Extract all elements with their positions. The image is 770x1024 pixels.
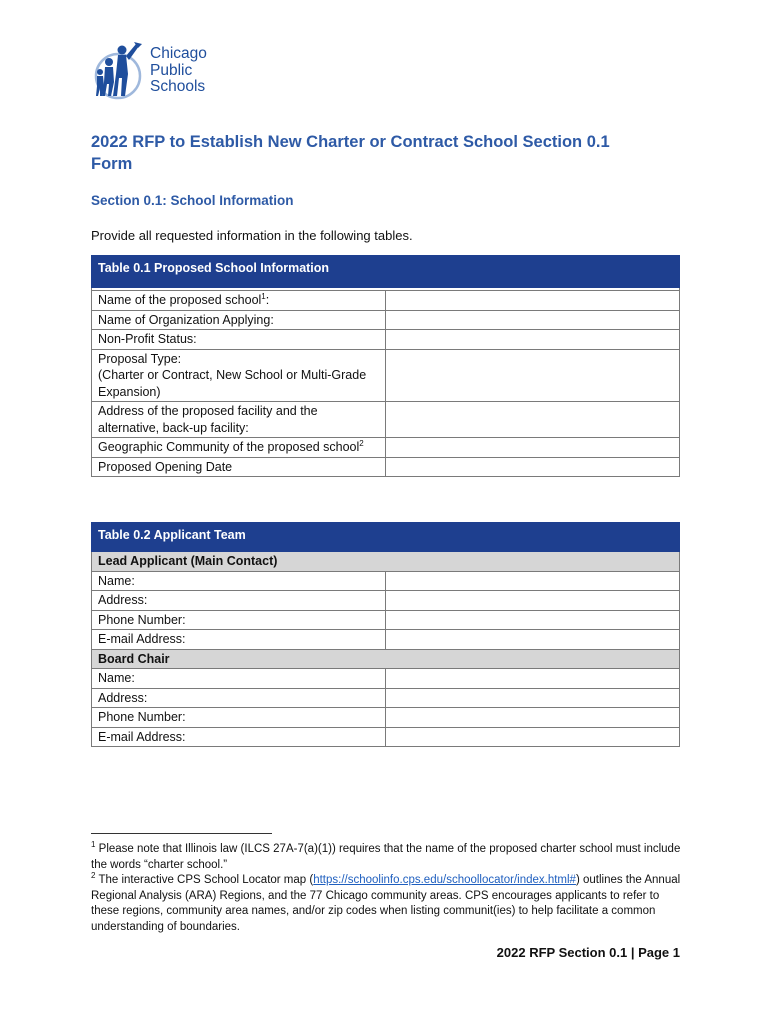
board-phone-cell[interactable]: [386, 708, 680, 728]
footnotes: [91, 842, 681, 935]
proposed-school-name-cell[interactable]: [386, 291, 680, 311]
table-row: [92, 610, 680, 630]
lead-address-cell[interactable]: [386, 591, 680, 611]
organization-name-cell[interactable]: [386, 310, 680, 330]
table-row: [92, 571, 680, 591]
opening-date-cell[interactable]: [386, 457, 680, 477]
table-header-row: [92, 523, 680, 552]
table1-header: Table 0.1 Proposed School Information: [92, 256, 680, 288]
table-row: [92, 330, 680, 350]
proposed-school-info-table: [91, 255, 680, 477]
proposal-type-label: [92, 349, 386, 402]
board-chair-heading-row: [92, 649, 680, 669]
lead-applicant-heading-row: [92, 552, 680, 572]
table-row: [92, 688, 680, 708]
applicant-team-table: [91, 522, 680, 747]
footnote-ref-1: 1: [261, 291, 266, 301]
row-label-note: (Charter or Contract, New School or Multi-Grade Expansion): [98, 368, 367, 399]
section-title: Section 0.1: School Information: [91, 193, 294, 208]
board-address-cell[interactable]: [386, 688, 680, 708]
facility-address-cell[interactable]: [386, 402, 680, 438]
cps-logo-wordmark: [150, 46, 207, 96]
table-row: [92, 310, 680, 330]
lead-applicant-heading: Lead Applicant (Main Contact): [92, 552, 680, 572]
board-phone-label: Phone Number:: [92, 708, 386, 728]
footnote-number: 1: [91, 840, 96, 850]
proposed-school-name-label: [92, 291, 386, 311]
lead-address-label: Address:: [92, 591, 386, 611]
table-row: [92, 291, 680, 311]
table-row: [92, 727, 680, 747]
table2-header: Table 0.2 Applicant Team: [92, 523, 680, 552]
board-address-label: Address:: [92, 688, 386, 708]
footnote-text: ) outlines the Annual Regional Analysis (ARA) Regions, and the 77 Chicago community areas. CPS encourages applicants to refer to these regions, community area names, and/or zip codes when listing communit(ies) to help facilitate a common understanding of boundaries.: [91, 874, 681, 933]
table-row: [92, 669, 680, 689]
school-locator-link[interactable]: https://schoolinfo.cps.edu/schoollocator/index.html#: [313, 874, 576, 886]
lead-email-label: E-mail Address:: [92, 630, 386, 650]
board-name-label: Name:: [92, 669, 386, 689]
facility-address-label: Address of the proposed facility and the alternative, back-up facility:: [92, 402, 386, 438]
footnote-number: 2: [91, 871, 96, 881]
cps-logo-icon: [92, 40, 152, 102]
board-name-cell[interactable]: [386, 669, 680, 689]
lead-phone-label: Phone Number:: [92, 610, 386, 630]
page-footer: 2022 RFP Section 0.1 | Page 1: [496, 945, 680, 960]
table-row: [92, 591, 680, 611]
document-title: 2022 RFP to Establish New Charter or Contract School Section 0.1 Form: [91, 133, 610, 173]
logo-line-public: Public: [150, 61, 193, 79]
lead-name-cell[interactable]: [386, 571, 680, 591]
geographic-community-cell[interactable]: [386, 438, 680, 458]
proposal-type-cell[interactable]: [386, 349, 680, 402]
table-header-row: [92, 256, 680, 288]
footnote-1: [91, 842, 681, 873]
logo-line-schools: Schools: [150, 78, 206, 95]
organization-name-label: Name of Organization Applying:: [92, 310, 386, 330]
geographic-community-label: [92, 438, 386, 458]
footnote-ref-2: 2: [359, 438, 364, 448]
board-email-cell[interactable]: [386, 727, 680, 747]
intro-text: Provide all requested information in the following tables.: [91, 228, 413, 243]
lead-phone-cell[interactable]: [386, 610, 680, 630]
opening-date-label: Proposed Opening Date: [92, 457, 386, 477]
board-chair-heading: Board Chair: [92, 649, 680, 669]
table-row: [92, 402, 680, 438]
table-row: [92, 630, 680, 650]
footnote-2: [91, 873, 681, 935]
footnote-text: The interactive CPS School Locator map (: [95, 874, 314, 886]
non-profit-status-label: Non-Profit Status:: [92, 330, 386, 350]
table-row: [92, 457, 680, 477]
row-label-suffix: :: [265, 293, 270, 307]
footnote-divider: [91, 833, 272, 834]
logo-line-chicago: Chicago: [150, 45, 207, 62]
board-email-label: E-mail Address:: [92, 727, 386, 747]
row-label: Proposal Type:: [98, 351, 182, 366]
table-row: [92, 708, 680, 728]
row-label: Geographic Community of the proposed school: [98, 440, 360, 454]
lead-name-label: Name:: [92, 571, 386, 591]
footnote-text: Please note that Illinois law (ILCS 27A-7(a)(1)) requires that the name of the proposed charter school must include the words “charter school.”: [91, 843, 681, 871]
table-row: [92, 349, 680, 402]
lead-email-cell[interactable]: [386, 630, 680, 650]
non-profit-status-cell[interactable]: [386, 330, 680, 350]
row-label: Name of the proposed school: [98, 293, 262, 307]
cps-logo: [92, 40, 232, 102]
table-row: [92, 438, 680, 458]
